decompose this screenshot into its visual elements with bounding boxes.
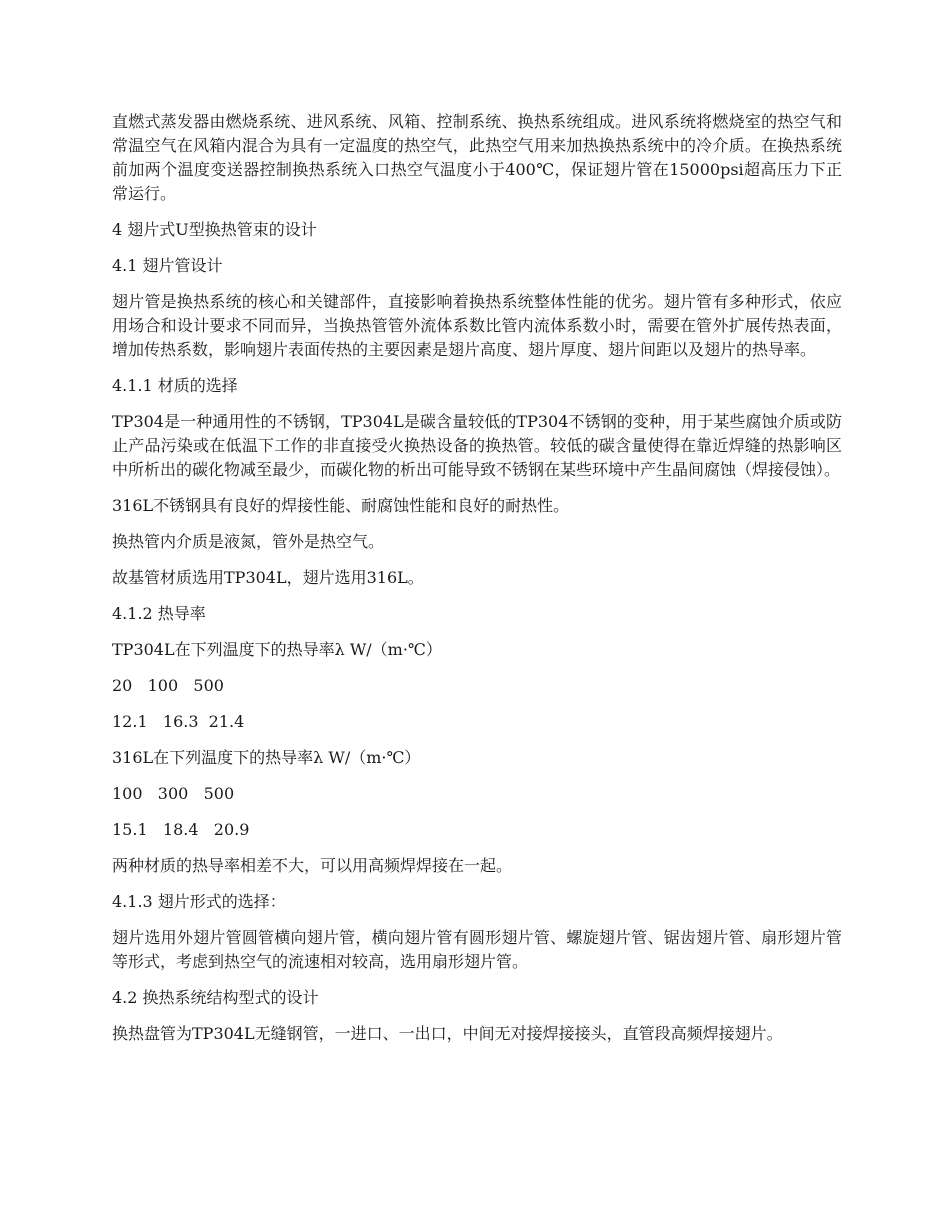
tp304l-conductivity-label: TP304L在下列温度下的热导率λ W/（m·℃） xyxy=(112,640,442,659)
section-4-2-heading: 4.2 换热系统结构型式的设计 xyxy=(112,988,319,1007)
tp304l-conductivity-row: 12.1 16.3 21.4 xyxy=(112,712,245,731)
316l-paragraph: 316L不锈钢具有良好的焊接性能、耐腐蚀性能和良好的耐热性。 xyxy=(112,496,570,515)
section-4-1-1-heading: 4.1.1 材质的选择 xyxy=(112,376,238,395)
document-page xyxy=(112,110,842,1058)
fin-tube-paragraph: 翅片管是换热系统的核心和关键部件，直接影响着换热系统整体性能的优劣。翅片管有多种形式，依应用场合和设计要求不同而异，当换热管管外流体系数比管内流体系数小时，需要在管外扩展传热表面，增加传热系数，影响翅片表面传热的主要因素是翅片高度、翅片厚度、翅片间距以及翅片的热导率。 xyxy=(112,292,842,359)
316l-conductivity-row: 15.1 18.4 20.9 xyxy=(112,820,250,839)
tp304-paragraph: TP304是一种通用性的不锈钢，TP304L是碳含量较低的TP304不锈钢的变种，用于某些腐蚀介质或防止产品污染或在低温下工作的非直接受火换热设备的换热管。较低的碳含量使得在靠近焊缝的热影响区中所析出的碳化物减至最少，而碳化物的析出可能导致不锈钢在某些环境中产生晶间腐蚀（焊接侵蚀）。 xyxy=(112,412,842,479)
intro-paragraph: 直燃式蒸发器由燃烧系统、进风系统、风箱、控制系统、换热系统组成。进风系统将燃烧室的热空气和常温空气在风箱内混合为具有一定温度的热空气，此热空气用来加热换热系统中的冷介质。在换热系统前加两个温度变送器控制换热系统入口热空气温度小于400℃，保证翅片管在15000psi超高压力下正常运行。 xyxy=(112,112,842,203)
conductivity-conclusion-paragraph: 两种材质的热导率相差不大，可以用高频焊焊接在一起。 xyxy=(112,856,513,875)
section-4-1-3-heading: 4.1.3 翅片形式的选择： xyxy=(112,892,286,911)
medium-paragraph: 换热管内介质是液氮，管外是热空气。 xyxy=(112,532,385,551)
tp304l-temperature-row: 20 100 500 xyxy=(112,676,224,695)
section-4-1-heading: 4.1 翅片管设计 xyxy=(112,256,223,275)
coil-paragraph: 换热盘管为TP304L无缝钢管，一进口、一出口，中间无对接焊接接头，直管段高频焊接翅片。 xyxy=(112,1024,783,1043)
section-4-1-2-heading: 4.1.2 热导率 xyxy=(112,604,206,623)
fin-form-paragraph: 翅片选用外翅片管圆管横向翅片管，横向翅片管有圆形翅片管、螺旋翅片管、锯齿翅片管、扇形翅片管等形式，考虑到热空气的流速相对较高，选用扇形翅片管。 xyxy=(112,928,842,971)
material-choice-paragraph: 故基管材质选用TP304L，翅片选用316L。 xyxy=(112,568,424,587)
316l-conductivity-label: 316L在下列温度下的热导率λ W/（m·℃） xyxy=(112,748,421,767)
section-4-heading: 4 翅片式U型换热管束的设计 xyxy=(112,220,317,239)
316l-temperature-row: 100 300 500 xyxy=(112,784,235,803)
